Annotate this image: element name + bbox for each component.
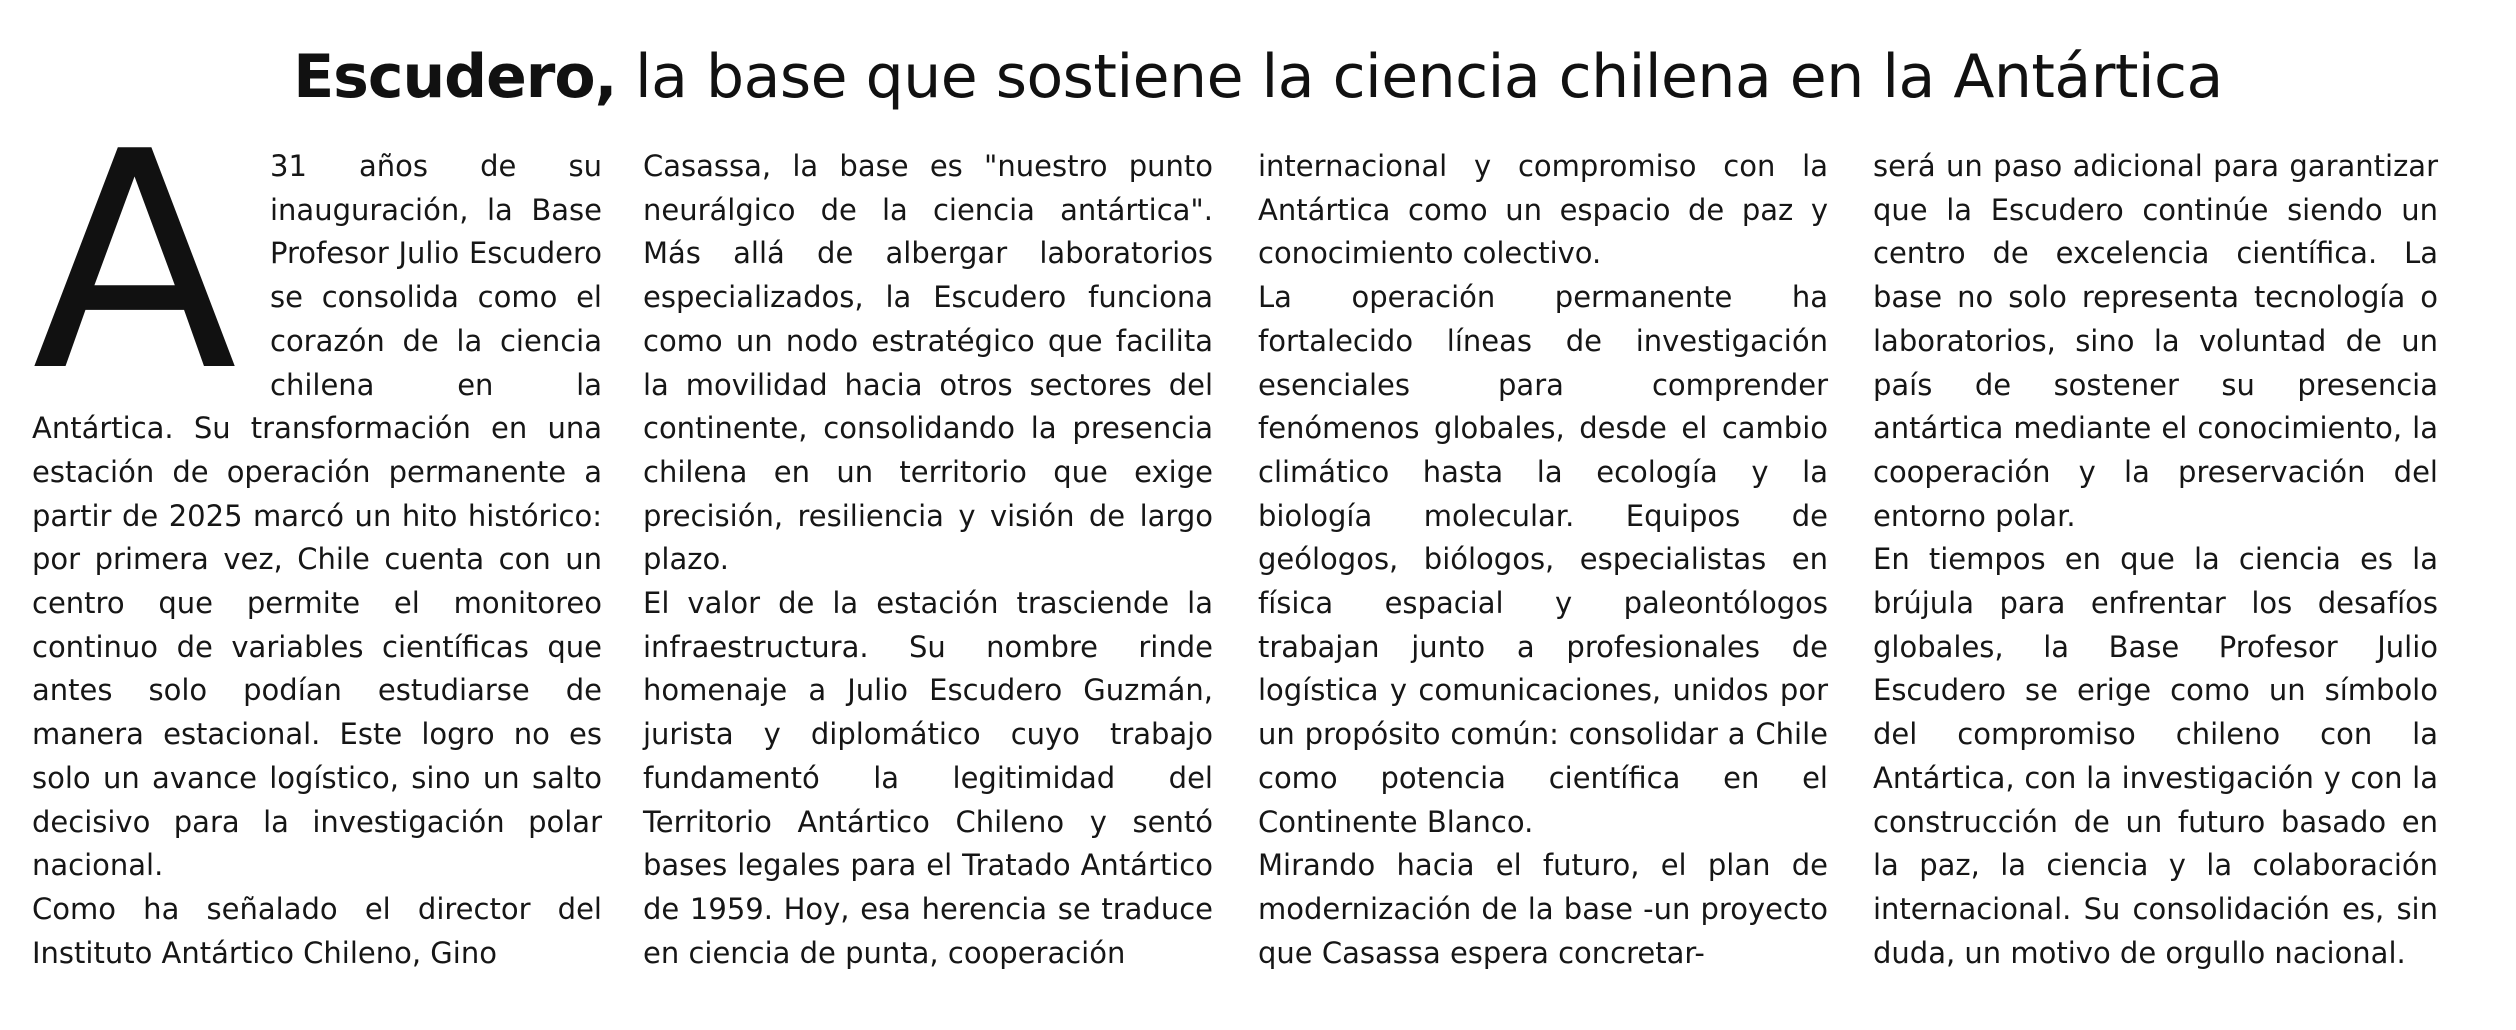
paragraph-2-end: Casassa, la base es "nuestro punto neurálgico de la ciencia antártica". Más allá de albergar laboratorios especializados, la Escudero funciona como un nodo estratégico que facilita la movilidad hacia otros sectores del continente, consolidando la presencia chilena en un territorio que exige precisión, resiliencia y visión de largo plazo. — [643, 149, 1213, 577]
paragraph-4: La operación permanente ha fortalecido líneas de investigación esenciales para comprender fenómenos globales, desde el cambio climático hasta la ecología y la biología molecular. Equipos de geólogos, biólogos, especialistas en física espacial y paleontólogos trabajan junto a profesionales de logística y comunicaciones, unidos por un propósito común: consolidar a Chile como potencia científica en el Continente Blanco. — [1258, 280, 1828, 839]
article-headline — [0, 32, 2516, 122]
paragraph-3-end: internacional y compromiso con la Antártica como un espacio de paz y conocimiento colectivo. — [1258, 149, 1828, 271]
headline-text: la base que sostiene la ciencia chilena en la Antártica — [616, 42, 2223, 112]
article-column-1 — [32, 88, 602, 975]
headline-bold: Escudero, — [293, 42, 617, 112]
paragraph-5-end: será un paso adicional para garantizar que la Escudero continúe siendo un centro de excelencia científica. La base no solo representa tecnología o laboratorios, sino la voluntad de un país de sostener su presencia antártica mediante el conocimiento, la cooperación y la preservación del entorno polar. — [1873, 149, 2438, 533]
paragraph-3-start: El valor de la estación trasciende la infraestructura. Su nombre rinde homenaje a Julio Escudero Guzmán, jurista y diplomático cuyo trabajo fundamentó la legitimidad del Territorio Antártico Chileno y sentó bases legales para el Tratado Antártico de 1959. Hoy, esa herencia se traduce en ciencia de punta, cooperación — [643, 586, 1213, 970]
article-column-3 — [1258, 145, 1828, 975]
article-column-4 — [1873, 145, 2438, 975]
paragraph-1: 31 años de su inauguración, la Base Profesor Julio Escudero se consolida como el corazón de la ciencia chilena en la Antártica. Su transformación en una estación de operación permanente a partir de 2025 marcó un hito histórico: por primera vez, Chile cuenta con un centro que permite el monitoreo continuo de variables científicas que antes solo podían estudiarse de manera estacional. Este logro no es solo un avance logístico, sino un salto decisivo para la investigación polar nacional. — [32, 149, 602, 883]
drop-cap: A — [32, 88, 238, 437]
article-column-2 — [643, 145, 1213, 975]
paragraph-5-start: Mirando hacia el futuro, el plan de modernización de la base -un proyecto que Casassa espera concretar- — [1258, 848, 1828, 970]
paragraph-2-start: Como ha señalado el director del Instituto Antártico Chileno, Gino — [32, 891, 602, 970]
paragraph-6: En tiempos en que la ciencia es la brújula para enfrentar los desafíos globales, la Base Profesor Julio Escudero se erige como un símbolo del compromiso chileno con la Antártica, con la investigación y con la construcción de un futuro basado en la paz, la ciencia y la colaboración internacional. Su consolidación es, sin duda, un motivo de orgullo nacional. — [1873, 542, 2438, 970]
